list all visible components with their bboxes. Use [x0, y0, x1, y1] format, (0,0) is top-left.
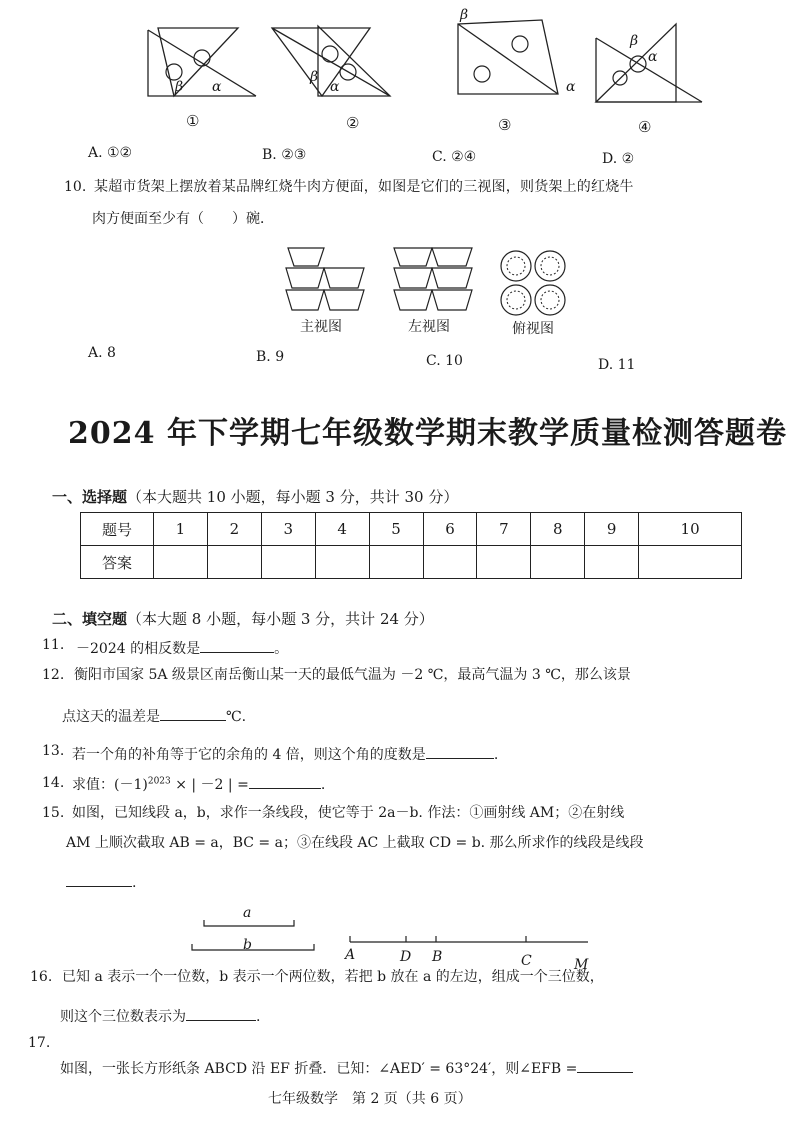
section2-heading — [52, 608, 434, 629]
section1-heading — [52, 486, 458, 507]
q14-pre: 求值：(－1) — [72, 777, 148, 793]
page-footer: 七年级数学 第 2 页（共 6 页） — [268, 1091, 472, 1107]
q10-number: 10. — [64, 179, 87, 195]
answer-table-row-answers — [81, 546, 742, 579]
q15-label-a: a — [243, 905, 252, 921]
q13-blank[interactable] — [426, 744, 494, 759]
q11-pre: －2024 的相反数是 — [76, 641, 201, 657]
q16-number: 16. — [30, 969, 53, 985]
q9-alpha-label-3: α — [566, 79, 576, 95]
q10-front-view — [284, 246, 368, 312]
q15-label-b: b — [243, 937, 252, 953]
q15-point-b: B — [432, 949, 443, 965]
q9-option-b: B. ②③ — [262, 147, 307, 163]
q10-option-b: B. 9 — [256, 349, 285, 365]
q17-blank[interactable] — [577, 1058, 633, 1073]
answer-cell[interactable] — [154, 546, 208, 579]
answer-table-num: 5 — [369, 513, 423, 546]
q9-fig-label-2: ② — [346, 114, 360, 132]
answer-table-num: 2 — [207, 513, 261, 546]
answer-table-num: 10 — [639, 513, 742, 546]
q16-line2-post: . — [256, 1009, 261, 1025]
q17-number: 17. — [28, 1035, 51, 1051]
q11-blank[interactable] — [200, 638, 274, 653]
q15-line2: AM 上顺次截取 AB = a，BC = a；③在线段 AC 上截取 CD = b. 那么所求作的线段是线段 — [66, 835, 644, 851]
q14-post: . — [320, 777, 326, 793]
q10-option-a: A. 8 — [88, 345, 116, 361]
q15-line3-post: . — [132, 875, 137, 891]
q10-option-c: C. 10 — [426, 353, 463, 369]
answer-cell[interactable] — [585, 546, 639, 579]
q9-alpha-label-4: α — [648, 49, 658, 65]
q10-view-label-front: 主视图 — [300, 319, 342, 335]
answer-cell[interactable] — [207, 546, 261, 579]
answer-table-head-number: 题号 — [81, 513, 154, 546]
section2-note: （本大题 8 小题，每小题 3 分，共计 24 分） — [127, 610, 434, 628]
q11-number: 11. — [42, 637, 65, 653]
q14-number: 14. — [42, 775, 65, 791]
answer-cell[interactable] — [315, 546, 369, 579]
answer-table-num: 8 — [531, 513, 585, 546]
q15-point-c: C — [521, 953, 532, 969]
q12-number: 12. — [42, 667, 65, 683]
q15-point-a: A — [345, 947, 356, 963]
q10-top-view — [498, 248, 568, 318]
q9-alpha-label-2: α — [330, 79, 340, 95]
section2-heading-text: 二、填空题 — [52, 610, 128, 628]
q13-pre: 若一个角的补角等于它的余角的 4 倍，则这个角的度数是 — [72, 747, 426, 763]
q15-line3 — [66, 872, 136, 890]
q9-fig-label-1: ① — [186, 112, 200, 130]
q12-blank[interactable] — [160, 706, 226, 721]
q9-fig-label-4: ④ — [638, 118, 652, 136]
q10-side-view — [392, 246, 476, 312]
q12-line2 — [62, 706, 246, 724]
q12-line2-post: ℃. — [226, 709, 247, 725]
q9-figure-3 — [448, 12, 564, 102]
q9-alpha-label: α — [212, 79, 222, 95]
answer-cell[interactable] — [423, 546, 477, 579]
q14-blank[interactable] — [249, 774, 321, 789]
answer-table-row-numbers — [81, 513, 742, 546]
q15-point-d: D — [400, 949, 412, 965]
q14-text — [72, 774, 325, 792]
q14-exponent: 2023 — [147, 776, 171, 787]
q15-number: 15. — [42, 805, 65, 821]
q9-option-d: D. ② — [602, 151, 635, 167]
q9-fig-label-3: ③ — [498, 116, 512, 134]
q10-line1: 某超市货架上摆放着某品牌红烧牛肉方便面，如图是它们的三视图，则货架上的红烧牛 — [94, 179, 634, 195]
answer-table-num: 9 — [585, 513, 639, 546]
answer-table-num: 4 — [315, 513, 369, 546]
answer-table-num: 6 — [423, 513, 477, 546]
q11-post: 。 — [274, 641, 289, 657]
page-title: 2024 年下学期七年级数学期末教学质量检测答题卷 — [68, 416, 787, 451]
answer-table — [80, 512, 742, 579]
q17-line1: 如图，一张长方形纸条 ABCD 沿 EF 折叠．已知：∠AED′ = 63°24′，则∠EFB = — [60, 1061, 578, 1077]
answer-table-num: 1 — [154, 513, 208, 546]
q12-line2-pre: 点这天的温差是 — [62, 709, 160, 725]
q9-beta-label-2: β — [310, 69, 319, 85]
answer-cell[interactable] — [369, 546, 423, 579]
answer-table-num: 3 — [261, 513, 315, 546]
answer-cell[interactable] — [639, 546, 742, 579]
section1-heading-text: 一、选择题 — [52, 488, 128, 506]
q10-line2: 肉方便面至少有（ ）碗． — [92, 211, 274, 227]
q9-option-c: C. ②④ — [432, 149, 477, 165]
answer-cell[interactable] — [261, 546, 315, 579]
q10-option-d: D. 11 — [598, 357, 636, 373]
section1-note: （本大题共 10 小题，每小题 3 分，共计 30 分） — [127, 488, 459, 506]
q9-beta-label-3: β — [460, 7, 469, 23]
q9-beta-label: β — [175, 79, 184, 95]
q13-number: 13. — [42, 743, 65, 759]
q17-text — [60, 1058, 633, 1076]
q15-point-m: M — [574, 957, 589, 973]
q9-option-a: A. ①② — [88, 145, 133, 161]
answer-table-head-answer: 答案 — [81, 546, 154, 579]
q10-view-label-side: 左视图 — [408, 319, 450, 335]
q15-blank[interactable] — [66, 872, 132, 887]
q16-blank[interactable] — [186, 1006, 256, 1021]
q13-text — [72, 744, 498, 762]
q12-line1: 衡阳市国家 5A 级景区南岳衡山某一天的最低气温为 －2 ℃，最高气温为 3 ℃，那么该景 — [74, 667, 631, 683]
answer-cell[interactable] — [477, 546, 531, 579]
q13-post: . — [493, 747, 499, 763]
answer-table-num: 7 — [477, 513, 531, 546]
q10-view-label-top: 俯视图 — [512, 321, 554, 337]
q15-line1: 如图，已知线段 a，b，求作一条线段，使它等于 2a－b. 作法：①画射线 AM；②在射线 — [72, 805, 625, 821]
answer-cell[interactable] — [531, 546, 585, 579]
q16-line1: 已知 a 表示一个一位数，b 表示一个两位数，若把 b 放在 a 的左边，组成一个三位数， — [62, 969, 604, 985]
q9-beta-label-4: β — [630, 33, 639, 49]
q9-figure-2 — [262, 18, 396, 102]
q9-figure-1 — [138, 18, 262, 102]
q11-text — [76, 638, 288, 656]
q16-line2 — [60, 1006, 260, 1024]
q16-line2-pre: 则这个三位数表示为 — [60, 1009, 186, 1025]
q14-mid: × | －2 | = — [170, 777, 249, 793]
